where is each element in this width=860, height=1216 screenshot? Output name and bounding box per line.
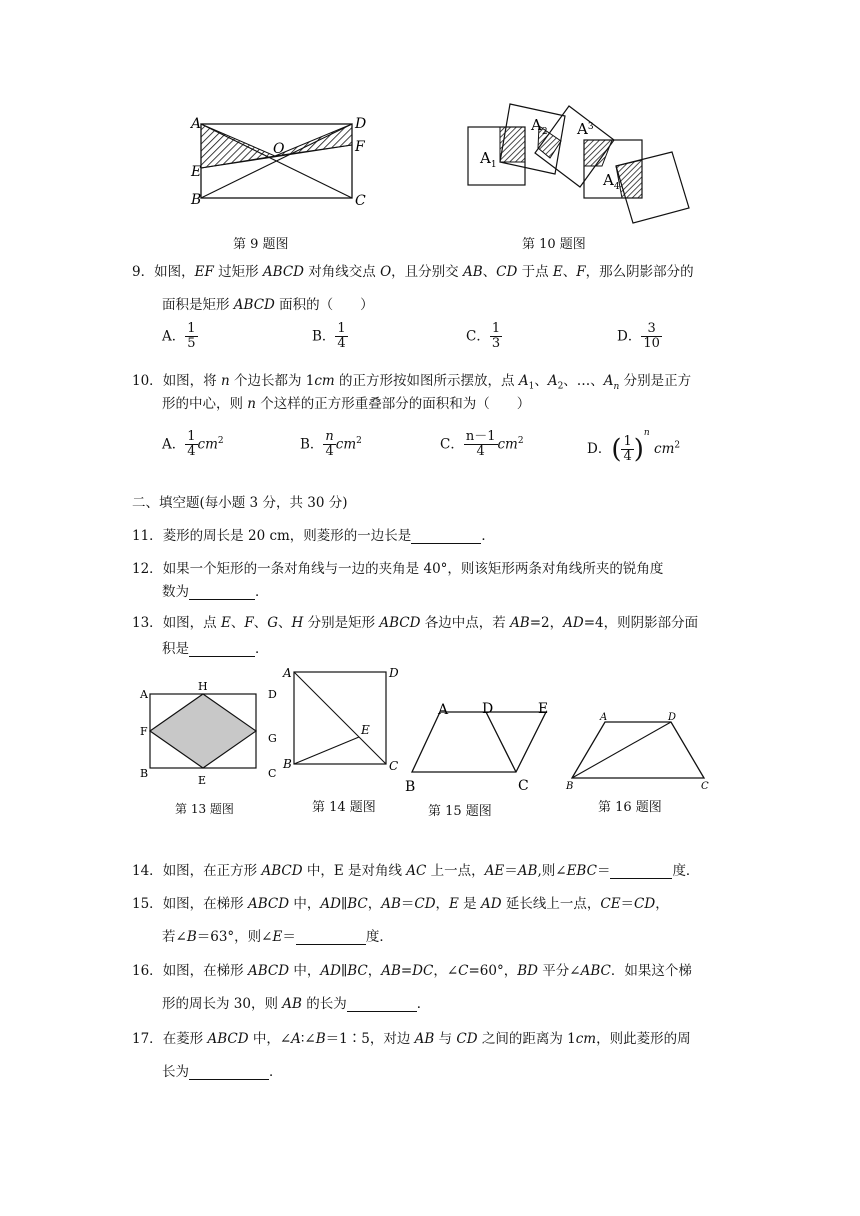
fig9-caption: 第 9 题图 xyxy=(233,237,289,252)
label-A: A xyxy=(191,116,202,132)
svg-text:A1: $A_1$ xyxy=(480,149,497,170)
q10-line2: 形的中心，则 n 个这样的正方形重叠部分的面积和为（ ） xyxy=(162,396,531,412)
fig14-caption: 第 14 题图 xyxy=(312,800,376,815)
q15-line1: 15．如图，在梯形 ABCD 中，AD∥BC，AB＝CD，E 是 AD 延长线上一点，CE＝CD， xyxy=(132,896,669,912)
q16-line2: 形的周长为 30，则 AB 的长为 ． xyxy=(162,996,431,1012)
svg-text:A: A xyxy=(600,712,608,723)
svg-text:C: C xyxy=(518,778,529,794)
shaded-rhombus xyxy=(150,694,256,768)
svg-text:A: A xyxy=(438,702,449,718)
svg-text:C: C xyxy=(701,781,709,792)
svg-text:A4: $A_4$ xyxy=(603,171,620,192)
svg-text:A: A xyxy=(283,666,292,680)
q13-line1: 13．如图，点 E、F、G、H 分别是矩形 ABCD 各边中点，若 AB=2，AD=4，则阴影部分面 xyxy=(132,615,699,631)
svg-text:D: D xyxy=(482,701,494,717)
q16-line1: 16．如图，在梯形 ABCD 中，AD∥BC，AB=DC，∠C=60°，BD 平分∠ABC．如果这个梯 xyxy=(132,963,692,979)
q15-line2: 若∠B＝63°，则∠E＝ 度． xyxy=(162,929,393,945)
fig16-caption: 第 16 题图 xyxy=(598,800,662,815)
figure-13 xyxy=(138,680,288,786)
figure-15 xyxy=(400,696,558,796)
figure-10 xyxy=(462,96,702,228)
svg-text:D: D xyxy=(268,688,277,701)
q9-line2: 面积是矩形 ABCD 面积的（ ） xyxy=(162,297,374,313)
q10-option-a: A． $\frac{1}{4}$ $cm^2$ xyxy=(162,429,224,460)
label-D: D xyxy=(355,116,367,132)
svg-text:B: B xyxy=(405,779,416,795)
fig15-caption: 第 15 题图 xyxy=(428,804,492,819)
overlap-3 xyxy=(584,140,612,166)
q10-option-b: B． $\frac{n}{4}$ $cm^2$ xyxy=(300,429,362,460)
section-2-heading: 二、填空题(每小题 3 分，共 30 分) xyxy=(132,495,348,511)
q14: 14．如图，在正方形 ABCD 中，E 是对角线 AC 上一点，AE＝AB,则∠EBC＝ 度． xyxy=(132,863,700,879)
svg-text:A2: $A_2$ xyxy=(531,116,548,137)
q17-line2: 长为 ． xyxy=(162,1064,283,1080)
fig13-caption: 第 13 题图 xyxy=(175,802,234,816)
overlap-4 xyxy=(616,160,642,198)
q9-option-c: C． $\frac{1}{3}$ xyxy=(466,321,501,352)
svg-text:B: B xyxy=(566,781,574,792)
q9-line1: 9．如图，EF 过矩形 ABCD 对角线交点 O，且分别交 AB、CD 于点 E、F，那么阴影部分的 xyxy=(132,264,694,280)
fig10-caption: 第 10 题图 xyxy=(522,237,586,252)
svg-text:C: C xyxy=(389,759,399,773)
q12-line1: 12．如果一个矩形的一条对角线与一边的夹角是 40°，则该矩形两条对角线所夹的锐角度 xyxy=(132,561,664,577)
svg-text:F: F xyxy=(140,725,148,738)
svg-text:D: D xyxy=(668,712,677,723)
svg-text:E: E xyxy=(198,774,207,786)
label-F: F xyxy=(355,139,365,155)
figure-9 xyxy=(185,110,375,210)
svg-text:D: D xyxy=(389,666,399,680)
figure-14 xyxy=(280,662,404,776)
q9-option-b: B． $\frac{1}{4}$ xyxy=(312,321,346,352)
figure-16 xyxy=(560,708,720,794)
q12-line2: 数为 ． xyxy=(162,584,269,600)
svg-text:E: E xyxy=(538,701,549,717)
q10-line1: 10．如图，将 n 个边长都为 1cm 的正方形按如图所示摆放，点 $A_1$、$A_2$、…、$A_n$ 分别是正方 xyxy=(132,373,692,392)
label-O: O xyxy=(273,141,285,157)
svg-text:H: H xyxy=(198,680,208,693)
q9-option-d: D． $\frac{3}{10}$ xyxy=(617,321,660,352)
q10-option-c: C． $\frac{n-1}{4}$ $cm^2$ xyxy=(440,429,524,460)
svg-text:A3: $A^3$ xyxy=(577,120,594,138)
q10-option-d: D．( $\frac{1}{4}$ )$^n$ $cm^2$ xyxy=(587,428,681,465)
svg-text:B: B xyxy=(283,757,292,771)
overlap-1 xyxy=(500,127,525,162)
label-B: B xyxy=(191,192,202,208)
svg-text:G: G xyxy=(268,732,277,745)
q17-line1: 17．在菱形 ABCD 中，∠A∶∠B＝1∶5，对边 AB 与 CD 之间的距离为 1cm，则此菱形的周 xyxy=(132,1031,691,1047)
svg-text:C: C xyxy=(268,767,277,780)
svg-text:E: E xyxy=(361,723,370,737)
label-E: E xyxy=(191,164,202,180)
q9-option-a: A． $\frac{1}{5}$ xyxy=(162,321,196,352)
q13-line2: 积是 ． xyxy=(162,641,269,657)
svg-text:B: B xyxy=(140,767,149,780)
q11: 11．菱形的周长是 20 cm，则菱形的一边长是 ． xyxy=(132,528,495,544)
label-C: C xyxy=(355,193,366,209)
shaded-triangle-left xyxy=(201,124,275,168)
svg-text:A: A xyxy=(140,688,148,701)
